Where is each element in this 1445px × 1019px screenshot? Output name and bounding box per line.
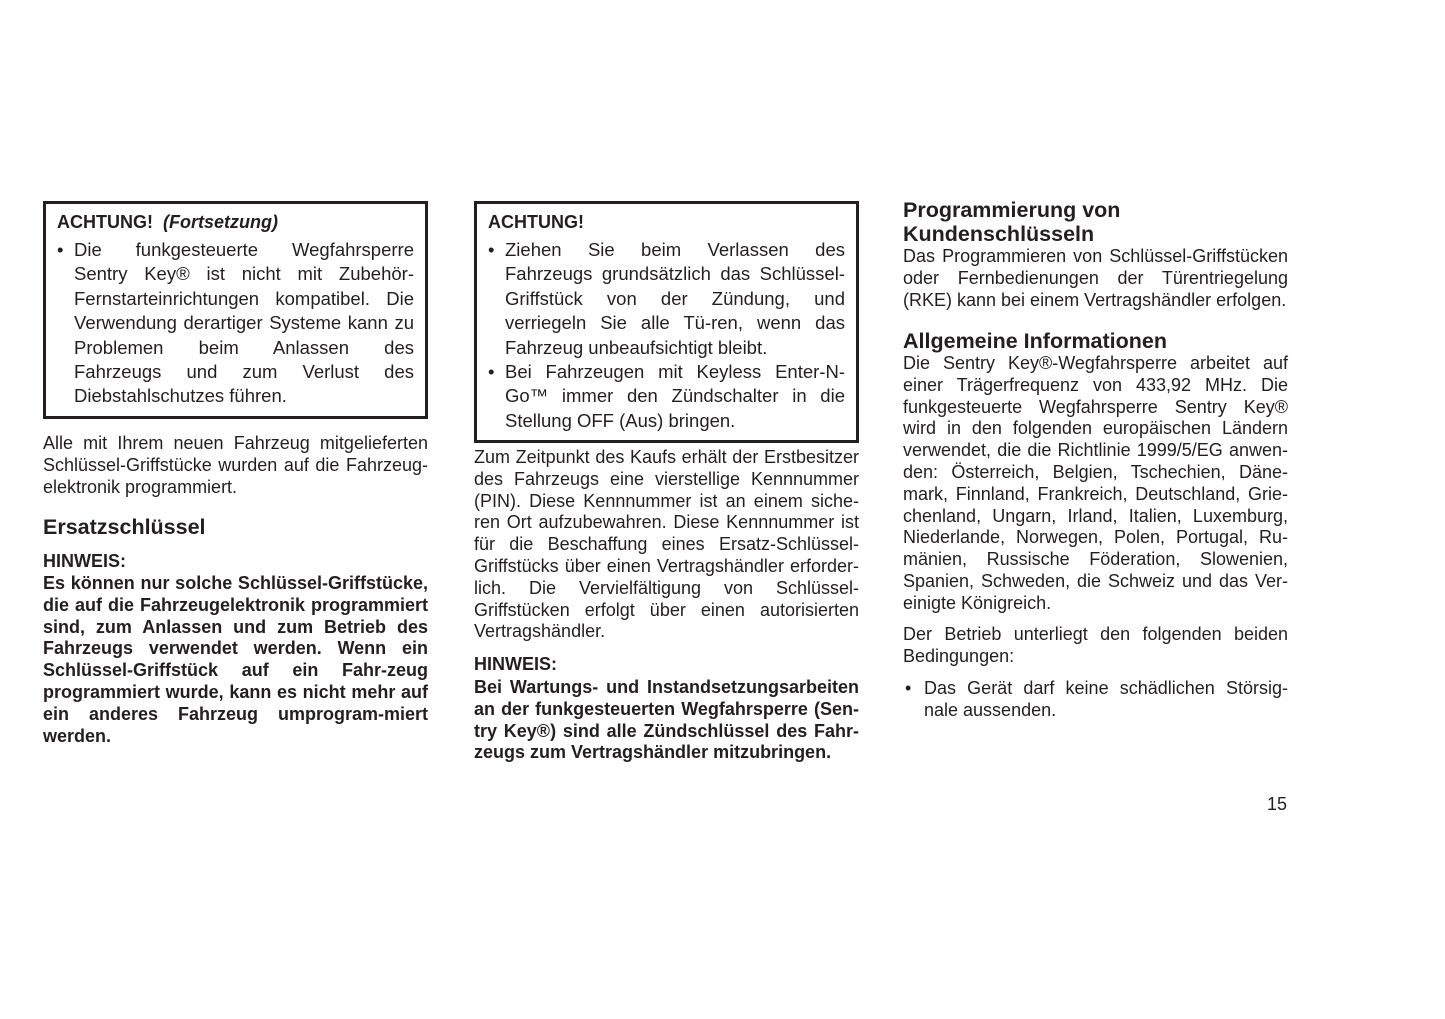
warning-item: • Bei Fahrzeugen mit Keyless Enter-N-Go™ immer den Zündschalter in die Stellung OFF (Aus) bringen. [488,361,845,431]
section-heading-allgemeine-informationen: Allgemeine Informationen [903,329,1168,353]
bullet-icon: • [488,239,495,260]
conditions-list [903,678,1288,722]
programming-paragraph: Das Programmieren von Schlüssel-Griffstücken oder Fernbedienungen der Türentriegelung (RKE) kann bei einem Vertragshändler erfolgen. [903,246,1288,310]
general-info-paragraph: Die Sentry Key®-Wegfahrsperre arbeitet auf einer Trägerfrequenz von 433,92 MHz. Die funkgesteuerte Wegfahrsperre Sentry Key® wird in den folgenden europäischen Ländern verwendet, die die Richtlinie 1999/5/EG anwen-den: Österreich, Belgien, Tschechien, Däne-mark, Finnland, Frankreich, Deutschland, Grie-chenland, Ungarn, Irland, Italien, Luxemburg, Niederlande, Norwegen, Polen, Portugal, Ru-mänien, Russische Föderation, Slowenien, Spanien, Schweden, die Schweiz und das Ver-einigte Königreich. [903,353,1288,613]
bullet-icon: • [488,361,495,383]
section-heading-programmierung: Programmierung von Kundenschlüsseln [903,198,1121,246]
bullet-icon: • [57,239,64,260]
page-number: 15 [1267,794,1288,814]
warning-box-continued [43,201,428,419]
pin-paragraph: Zum Zeitpunkt des Kaufs erhält der Erstbesitzer des Fahrzeugs eine vierstellige Kennnummer (PIN). Diese Kennnummer ist an einem siche-ren Ort aufzubewahren. Diese Kennnummer ist für die Beschaffung eines Ersatz-Schlüssel-Griffstücks über einen Vertragshändler erforder-lich. Die Vervielfältigung von Schlüssel-Griffstücken erfolgt über einen autorisierten Vertragshändler. [474,447,859,642]
note-text: Bei Wartungs- und Instandsetzungsarbeiten an der funkgesteuerten Wegfahrsperre (Sen-try Key®) sind alle Zündschlüssel des Fahr-zeugs zum Vertragshändler mitzubringen. [474,677,859,763]
warning-box [474,201,859,443]
section-heading-ersatzschluessel: Ersatzschlüssel [43,515,206,539]
warning-item: • Die funkgesteuerte Wegfahrsperre Sentry Key® ist nicht mit Zubehör-Fernstarteinrichtungen kompatibel. Die Verwendung derartiger Systeme kann zu Problemen beim Anlassen des Fahrzeugs und zum Verlust des Diebstahlschutzes führen. [57,239,414,407]
note-text: Es können nur solche Schlüssel-Griffstücke, die auf die Fahrzeugelektronik programmiert sind, zum Anlassen und zum Betrieb des Fahrzeugs verwendet werden. Wenn ein Schlüssel-Griffstück auf ein Fahr-zeug programmiert wurde, kann es nicht mehr auf ein anderes Fahrzeug umprogram-miert werden. [43,573,428,746]
note-label: HINWEIS: [474,654,557,674]
list-item: • Das Gerät darf keine schädlichen Störsig-nale aussenden. [905,678,1288,720]
note-label: HINWEIS: [43,551,126,571]
conditions-paragraph: Der Betrieb unterliegt den folgenden beiden Bedingungen: [903,624,1288,666]
intro-paragraph: Alle mit Ihrem neuen Fahrzeug mitgelieferten Schlüssel-Griffstücke wurden auf die Fahrzeug-elektronik programmiert. [43,433,428,497]
warning-title: ACHTUNG! (Fortsetzung) [57,212,278,232]
bullet-icon: • [905,678,912,698]
warning-item: • Ziehen Sie beim Verlassen des Fahrzeugs grundsätzlich das Schlüssel-Griffstück von der Zündung, und verriegeln Sie alle Tü-ren, wenn das Fahrzeug unbeaufsichtigt bleibt. [488,239,845,358]
warning-title: ACHTUNG! [488,212,584,232]
